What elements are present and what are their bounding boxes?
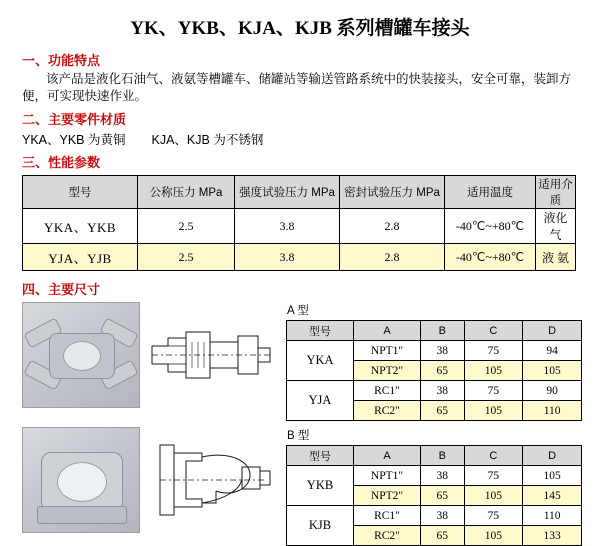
dim-header-cell: A — [354, 321, 421, 341]
dim-header-cell: D — [523, 446, 582, 466]
dim-cell: 65 — [421, 361, 465, 381]
perf-header-cell: 适用温度 — [445, 176, 536, 209]
table-row — [23, 209, 576, 244]
table-header-row — [287, 446, 582, 466]
table-label-a: A 型 — [287, 305, 309, 317]
section-heading-materials: 二、主要零件材质 — [22, 112, 127, 127]
dim-cell-model: YKB — [287, 466, 354, 506]
perf-cell-model: YJA、YJB — [23, 244, 138, 271]
coupling-photo-a — [22, 302, 140, 408]
dim-cell: 105 — [464, 361, 523, 381]
perf-cell: 2.5 — [138, 209, 235, 244]
dim-cell: 75 — [464, 506, 523, 526]
dim-cell: 75 — [464, 341, 523, 361]
performance-table-wrap — [22, 175, 600, 271]
perf-header-cell: 强度试验压力 MPa — [235, 176, 340, 209]
dim-cell: 105 — [523, 466, 582, 486]
perf-cell: 3.8 — [235, 244, 340, 271]
dim-cell: NPT1" — [354, 466, 421, 486]
table-row — [287, 381, 582, 401]
dim-cell: 38 — [421, 341, 465, 361]
dim-cell: 94 — [523, 341, 582, 361]
perf-cell: 液 氨 — [536, 244, 576, 271]
dim-header-cell: C — [464, 321, 523, 341]
dim-cell: 105 — [464, 401, 523, 421]
dim-header-cell: A — [354, 446, 421, 466]
dim-cell: 145 — [523, 486, 582, 506]
table-header-row — [23, 176, 576, 209]
dim-header-cell: 型号 — [287, 321, 354, 341]
dim-cell: 105 — [464, 526, 523, 546]
dim-cell: 65 — [421, 401, 465, 421]
perf-cell: -40℃~+80℃ — [445, 244, 536, 271]
section-heading-dimensions: 四、主要尺寸 — [22, 282, 101, 297]
dim-cell: 65 — [421, 526, 465, 546]
materials-line — [22, 130, 600, 148]
dim-cell-model: YKA — [287, 341, 354, 381]
materials-stainless: KJA、KJB 为不锈钢 — [151, 133, 264, 147]
page-title: YK、YKB、KJA、KJB 系列槽罐车接头 — [130, 18, 470, 39]
dim-header-cell: B — [421, 446, 465, 466]
dim-cell: 38 — [421, 506, 465, 526]
section-heading-performance: 三、性能参数 — [22, 155, 101, 170]
dim-cell: 105 — [523, 361, 582, 381]
coupling-photo-b — [22, 427, 140, 533]
perf-header-cell: 适用介质 — [536, 176, 576, 209]
dim-header-cell: D — [523, 321, 582, 341]
perf-cell-model: YKA、YKB — [23, 209, 138, 244]
perf-cell: 2.8 — [340, 244, 445, 271]
dim-cell-model: KJB — [287, 506, 354, 546]
dim-header-cell: C — [464, 446, 523, 466]
perf-cell: 2.8 — [340, 209, 445, 244]
dim-cell: NPT2" — [354, 361, 421, 381]
dimension-table-block-b — [286, 427, 582, 546]
dim-cell: RC1" — [354, 381, 421, 401]
table-row — [287, 466, 582, 486]
dim-cell: 75 — [464, 466, 523, 486]
dim-cell: NPT1" — [354, 341, 421, 361]
coupling-drawing-b — [146, 427, 276, 531]
dim-cell: RC2" — [354, 401, 421, 421]
section-heading-features: 一、功能特点 — [22, 53, 101, 68]
dim-cell: RC2" — [354, 526, 421, 546]
dim-cell: RC1" — [354, 506, 421, 526]
perf-header-cell: 型号 — [23, 176, 138, 209]
table-header-row — [287, 321, 582, 341]
perf-header-cell: 公称压力 MPa — [138, 176, 235, 209]
table-row — [287, 341, 582, 361]
dim-cell: 110 — [523, 401, 582, 421]
dimension-table-a — [286, 320, 582, 421]
dim-cell: NPT2" — [354, 486, 421, 506]
perf-cell: 液化气 — [536, 209, 576, 244]
dimension-row-a — [22, 302, 582, 421]
table-label-b: B 型 — [287, 430, 310, 442]
dim-header-cell: B — [421, 321, 465, 341]
dim-cell: 105 — [464, 486, 523, 506]
coupling-drawing-a — [146, 302, 276, 406]
table-row — [23, 244, 576, 271]
dim-cell: 65 — [421, 486, 465, 506]
dim-cell: 75 — [464, 381, 523, 401]
dim-header-cell: 型号 — [287, 446, 354, 466]
dimensions-content — [22, 302, 582, 546]
features-paragraph: 该产品是液化石油气、液氨等槽罐车、储罐站等输送管路系统中的快装接头，安全可靠，装卸方便，可实现快速作业。 — [22, 72, 572, 103]
perf-cell: 2.5 — [138, 244, 235, 271]
dimension-table-block-a — [286, 302, 582, 421]
perf-cell: 3.8 — [235, 209, 340, 244]
dimension-row-b — [22, 427, 582, 546]
dim-cell: 38 — [421, 466, 465, 486]
perf-cell: -40℃~+80℃ — [445, 209, 536, 244]
materials-brass: YKA、YKB 为黄铜 — [22, 133, 126, 147]
dimension-table-b — [286, 445, 582, 546]
dim-cell: 110 — [523, 506, 582, 526]
dim-cell: 38 — [421, 381, 465, 401]
performance-table — [22, 175, 576, 271]
dim-cell-model: YJA — [287, 381, 354, 421]
perf-header-cell: 密封试验压力 MPa — [340, 176, 445, 209]
dim-cell: 133 — [523, 526, 582, 546]
dim-cell: 90 — [523, 381, 582, 401]
